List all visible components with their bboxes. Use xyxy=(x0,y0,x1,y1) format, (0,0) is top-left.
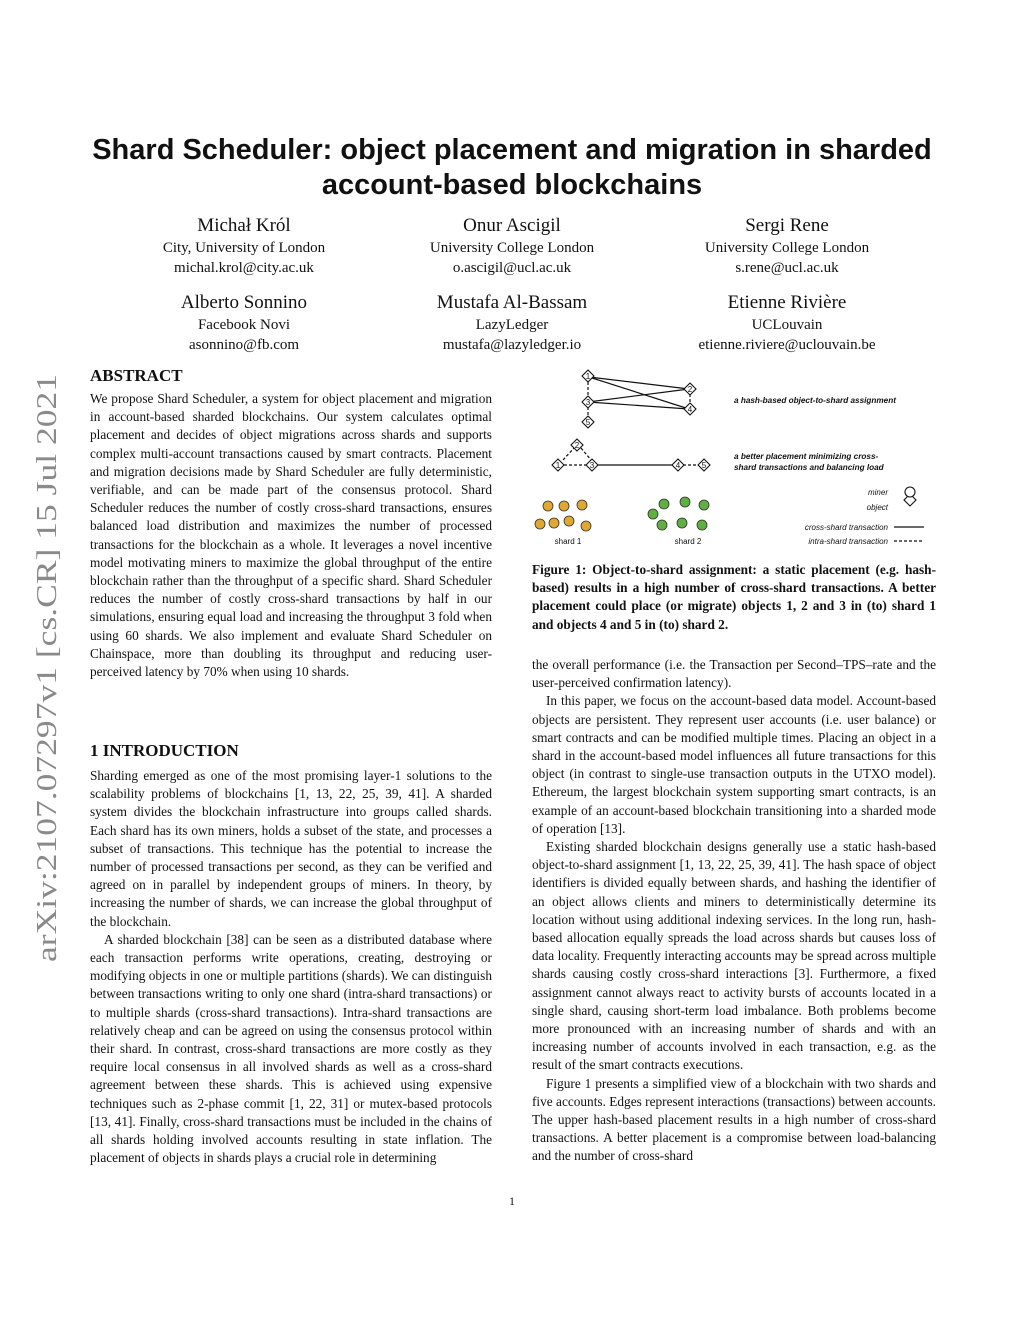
arxiv-identifier xyxy=(14,372,74,962)
edge-3-2 xyxy=(588,389,689,402)
right-paragraph-2: In this paper, we focus on the account-based data model. Account-based objects are persistent. They represent user accounts (i.e. user balance) or smart contracts and can be modified multiple times. Placing an object in a shard in the account-based model influences all future transactions for this object (in contrast to single-use transaction outputs in the UTXO model). Ethereum, the largest blockchain system supporting smart contracts, is an example of an account-based blockchain transitioning into a sharded mode of operation [13]. xyxy=(532,693,936,836)
node-label: 2 xyxy=(574,441,580,450)
legend-miner-symbol xyxy=(905,487,915,497)
shard1-miner xyxy=(564,516,574,526)
node-label: 5 xyxy=(585,418,591,427)
node-label: 1 xyxy=(555,461,561,470)
shard2-miner xyxy=(648,509,658,519)
author-affiliation: University College London xyxy=(704,240,870,256)
author-affiliation: University College London xyxy=(429,240,595,256)
edge-b-1-2 xyxy=(563,448,574,460)
intro-paragraph-1: Sharding emerged as one of the most promising layer-1 solutions to the scalability problems of blockchains [1, 13, 22, 25, 39, 41]. A sharded system divides the blockchain infrastructure into groups called shards. Each shard has its own miners, holds a subset of the state, and processes a subset of transactions. This technique has the potential to increase the number of processed transactions per second, as they can be verified and agreed on in parallel by independent groups of miners. In theory, by increasing the number of shards, we can increase the global throughput of the blockchain. xyxy=(90,768,492,929)
shard2-miner xyxy=(699,500,709,510)
author-name: Mustafa Al-Bassam xyxy=(436,292,588,313)
author-block-2 xyxy=(362,214,662,278)
node-label: 1 xyxy=(585,372,591,381)
shard2-miner xyxy=(659,499,669,509)
edge-1-4 xyxy=(589,377,689,409)
author-affiliation: LazyLedger xyxy=(475,317,549,333)
author-block-4 xyxy=(94,291,394,355)
shard2-miner xyxy=(680,497,690,507)
author-email: mustafa@lazyledger.io xyxy=(442,337,582,353)
node-label: 4 xyxy=(675,461,681,470)
author-block-3 xyxy=(637,214,937,278)
legend-cross-label: cross-shard transaction xyxy=(804,523,888,532)
right-column-text xyxy=(532,656,936,1166)
figure-1-caption: Figure 1: Object-to-shard assignment: a static placement (e.g. hash-based) results in a high number of cross-shard transactions. A better placement could place (or migrate) objects 1, 2 and 3 in (to) shard 1 and objects 4 and 5 in (to) shard 2. xyxy=(532,562,936,632)
abstract-section xyxy=(90,366,492,681)
author-name: Etienne Rivière xyxy=(727,292,847,313)
intro-paragraph-2: A sharded blockchain [38] can be seen as a distributed database where each transaction performs write operations, creating, destroying or modifying objects in one or multiple partitions (shards). We can distinguish between transactions writing to only one shard (intra-shard transactions) or to multiple shards (cross-shard transactions). Intra-shard transactions are relatively cheap and can be agreed on using the consensus protocol within their shard. In contrast, cross-shard transactions are more costly as they require local consensus in all involved shards as well as a cross-shard agreement between these shards. This is achieved using expensive techniques such as 2-phase commit [1, 22, 31] or mutex-based protocols [13, 41]. Finally, cross-shard transactions must be included in the chains of all shards holding involved accounts resulting in state inflation. The placement of objects in shards plays a crucial role in determining xyxy=(90,931,492,1166)
shard1-label: shard 1 xyxy=(554,537,582,546)
legend-object-label: object xyxy=(866,503,888,512)
bottom-diagram-label-1: a better placement minimizing cross- xyxy=(734,452,879,461)
bottom-diagram-label-2: shard transactions and balancing load xyxy=(734,463,884,472)
author-name: Michał Król xyxy=(197,215,291,236)
node-label: 2 xyxy=(687,385,693,394)
author-affiliation: UCLouvain xyxy=(751,317,823,333)
abstract-heading: ABSTRACT xyxy=(90,366,183,385)
author-email: o.ascigil@ucl.ac.uk xyxy=(452,260,572,276)
introduction-heading: 1 INTRODUCTION xyxy=(90,741,239,760)
right-paragraph-3: Existing sharded blockchain designs generally use a static hash-based object-to-shard assignment [1, 13, 22, 25, 39, 41]. The hash space of object identifiers is divided equally between shards, and hashing the identifier of an object allows clients and miners to deterministically determine its location without using additional indexing services. In the long run, hash-based allocation equally spreads the load across shards but causes loss of data locality. Frequently interacting accounts may be spread across multiple shards causing costly cross-shard interactions [3]. Furthermore, a fixed assignment cannot always react to activity bursts of accounts located in a single shard, causing short-term load imbalance. Both problems become more pronounced with an increasing number of shards and with an increasing number of accounts involved in each transaction, e.g. as the result of the smart contracts executions. xyxy=(532,839,936,1073)
shard1-miner xyxy=(559,501,569,511)
shard1-miner xyxy=(549,518,559,528)
node-label: 3 xyxy=(589,461,595,470)
shard2-miner xyxy=(697,520,707,530)
page-number: 1 xyxy=(509,1194,515,1208)
legend-miner-label: miner xyxy=(867,488,888,497)
shard1-miner xyxy=(577,500,587,510)
node-label: 5 xyxy=(701,461,707,470)
author-affiliation: Facebook Novi xyxy=(197,317,291,333)
arxiv-id-text: arXiv:2107.07297v1 [cs.CR] 15 Jul 2021 xyxy=(31,481,63,962)
author-email: asonnino@fb.com xyxy=(188,337,300,353)
edge-b-2-3 xyxy=(581,448,591,460)
shard2-label: shard 2 xyxy=(674,537,702,546)
right-paragraph-1: the overall performance (i.e. the Transaction per Second–TPS–rate and the user-perceived confirmation latency). xyxy=(532,657,936,691)
author-email: s.rene@ucl.ac.uk xyxy=(735,260,839,276)
shard1-miner xyxy=(543,501,553,511)
author-block-5 xyxy=(362,291,662,355)
shard2-miner xyxy=(677,518,687,528)
author-block-6 xyxy=(637,291,937,355)
shard2-miner xyxy=(657,520,667,530)
shard1-miner xyxy=(581,521,591,531)
top-diagram-label: a hash-based object-to-shard assignment xyxy=(734,396,896,405)
right-paragraph-4: Figure 1 presents a simplified view of a blockchain with two shards and five accounts. Edges represent interactions (transactions) between accounts. The upper hash-based placement results in a high number of cross-shard transactions. A better placement is a compromise between load-balancing and the number of cross-shard xyxy=(532,1075,936,1164)
node-label: 4 xyxy=(687,405,693,414)
figure-1 xyxy=(532,366,936,552)
legend-intra-label: intra-shard transaction xyxy=(808,537,888,546)
abstract-text: We propose Shard Scheduler, a system for object placement and migration in account-based sharded blockchains. Our system calculates optimal placement and decides of object migrations across shards and supports complex multi-account transactions caused by smart contracts. Placement and migration decisions made by Shard Scheduler are fully deterministic, verifiable, and can be made part of the consensus protocol. Shard Scheduler reduces the number of costly cross-shard transactions, ensures balanced load distribution and maximizes the number of processed transactions for the blockchain as a whole. It leverages a novel incentive model motivating miners to maximize the global throughput of the entire blockchain rather than the throughput of a specific shard. Shard Scheduler reduces the number of costly cross-shard transactions by half in our simulations, ensuring equal load and increasing the throughput 3 fold when using 60 shards. We also implement and evaluate Shard Scheduler on Chainspace, more than doubling its throughput and reducing user-perceived latency by 70% when using 10 shards. xyxy=(90,391,492,680)
author-email: etienne.riviere@uclouvain.be xyxy=(698,337,876,353)
paper-title: Shard Scheduler: object placement and migration in sharded account-based blockchains xyxy=(92,134,932,201)
figure-1-diagram xyxy=(532,366,936,552)
author-name: Onur Ascigil xyxy=(463,215,561,236)
shard1-miner xyxy=(535,519,545,529)
edge-1-2 xyxy=(589,377,689,389)
author-name: Sergi Rene xyxy=(745,215,829,236)
author-name: Alberto Sonnino xyxy=(180,292,308,313)
author-affiliation: City, University of London xyxy=(162,240,326,256)
author-email: michal.krol@city.ac.uk xyxy=(174,260,314,276)
edge-3-4 xyxy=(588,402,689,409)
node-label: 3 xyxy=(585,398,591,407)
author-block-1 xyxy=(94,214,394,278)
introduction-section xyxy=(90,741,492,1167)
